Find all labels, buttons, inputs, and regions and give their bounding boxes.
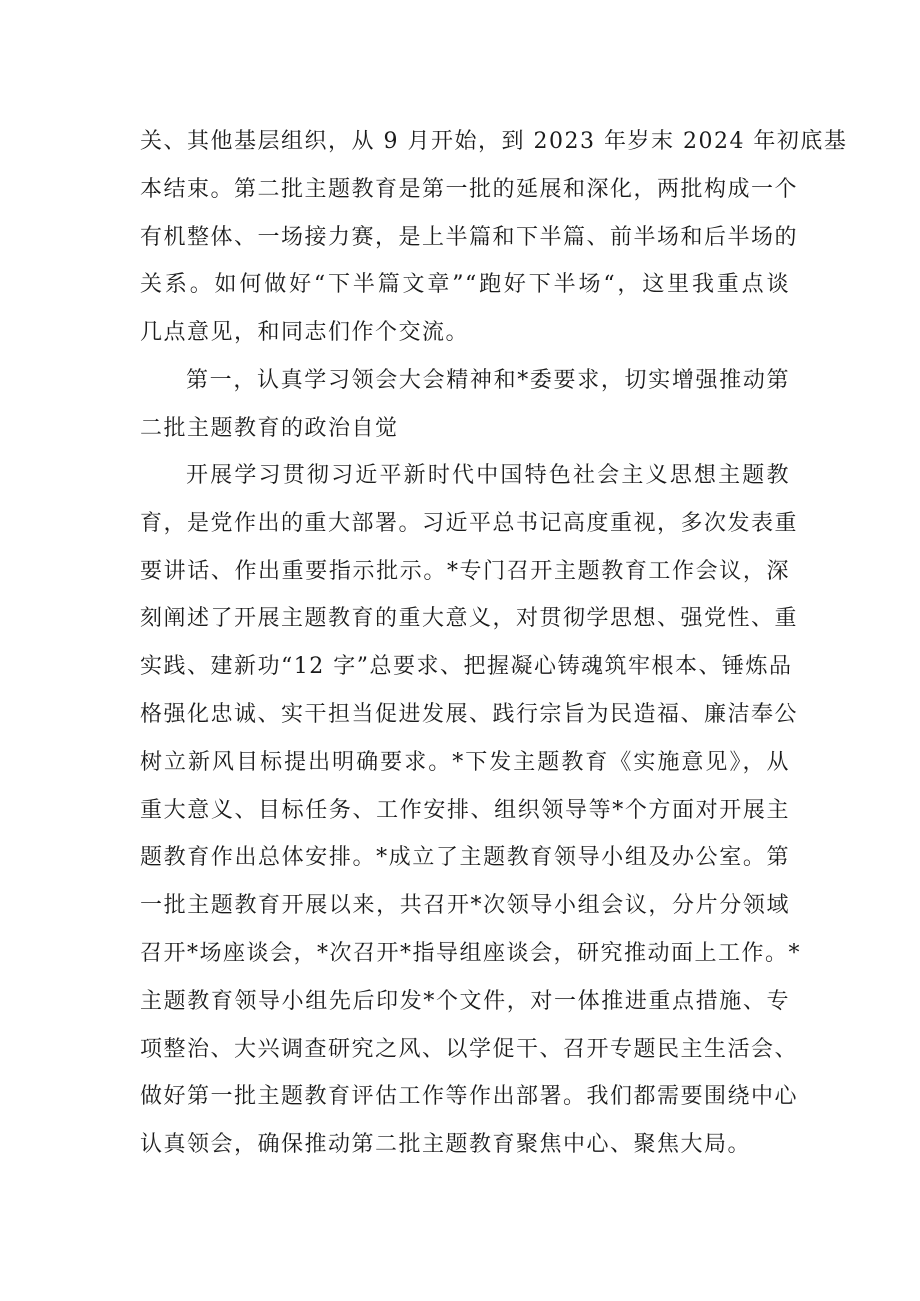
text-line: 题教育作出总体安排。*成立了主题教育领导小组及办公室。第 bbox=[140, 845, 790, 871]
text-line: 重大意义、目标任务、工作安排、组织领导等*个方面对开展主 bbox=[140, 797, 790, 823]
text-line: 主题教育领导小组先后印发*个文件，对一体推进重点措施、专 bbox=[140, 988, 790, 1014]
text-line: 本结束。第二批主题教育是第一批的延展和深化，两批构成一个 bbox=[140, 176, 799, 202]
text-line: 开展学习贯彻习近平新时代中国特色社会主义思想主题教 bbox=[186, 463, 790, 488]
text-line: 项整治、大兴调查研究之风、以学促干、召开专题民主生活会、 bbox=[140, 1036, 799, 1062]
paragraph-intro bbox=[140, 118, 848, 357]
text-line: 一批主题教育开展以来，共召开*次领导小组会议，分片分领域 bbox=[140, 893, 790, 919]
text-line: 几点意见，和同志们作个交流。 bbox=[140, 320, 470, 346]
text-line: 树立新风目标提出明确要求。*下发主题教育《实施意见》，从 bbox=[140, 749, 790, 775]
paragraph-body bbox=[140, 452, 802, 1169]
text-line: 育，是党作出的重大部署。习近平总书记高度重视，多次发表重 bbox=[140, 510, 799, 536]
text-line: 做好第一批主题教育评估工作等作出部署。我们都需要围绕中心 bbox=[140, 1084, 799, 1110]
text-line: 刻阐述了开展主题教育的重大意义，对贯彻学思想、强党性、重 bbox=[140, 606, 799, 632]
text-line: 格强化忠诚、实干担当促进发展、践行宗旨为民造福、廉洁奉公 bbox=[140, 701, 799, 727]
text-line: 召开*场座谈会，*次召开*指导组座谈会，研究推动面上工作。* bbox=[140, 940, 802, 966]
text-line: 要讲话、作出重要指示批示。*专门召开主题教育工作会议，深 bbox=[140, 558, 790, 584]
paragraph-heading-first bbox=[140, 357, 790, 453]
text-line: 认真领会，确保推动第二批主题教育聚焦中心、聚焦大局。 bbox=[140, 1132, 752, 1158]
heading-line: 第一，认真学习领会大会精神和*委要求，切实增强推动第 bbox=[186, 368, 790, 393]
text-line: 关系。如何做好“下半篇文章”“跑好下半场“，这里我重点谈 bbox=[140, 272, 790, 298]
heading-line: 二批主题教育的政治自觉 bbox=[140, 415, 399, 441]
text-line: 实践、建新功“12 字”总要求、把握凝心铸魂筑牢根本、锤炼品 bbox=[140, 654, 793, 680]
text-line: 关、其他基层组织，从 9 月开始，到 2023 年岁末 2024 年初底基 bbox=[140, 129, 848, 154]
text-line: 有机整体、一场接力赛，是上半篇和下半篇、前半场和后半场的 bbox=[140, 224, 799, 250]
